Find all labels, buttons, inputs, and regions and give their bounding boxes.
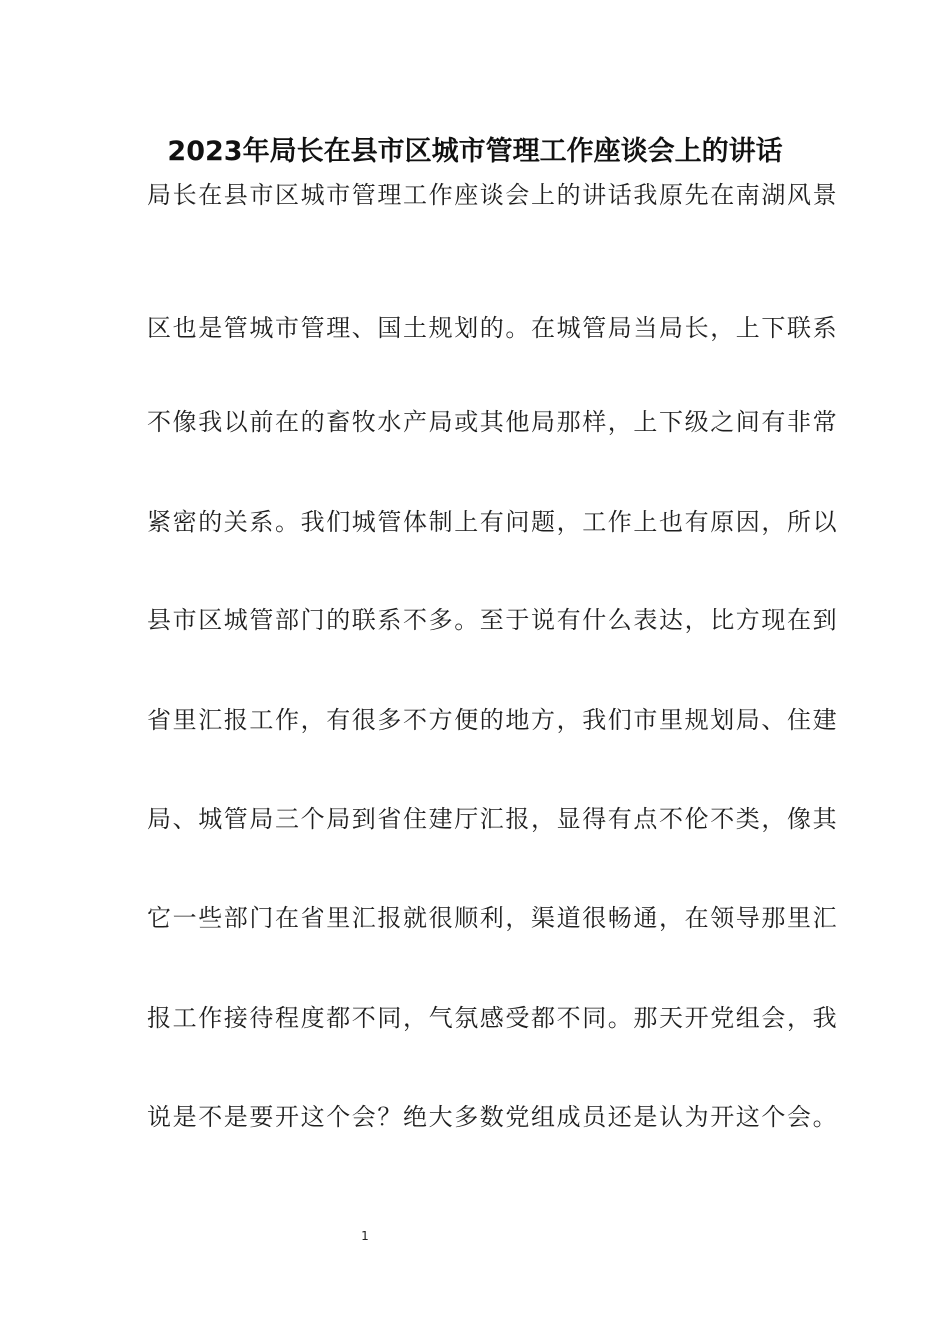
body-line: 局、城管局三个局到省住建厅汇报，显得有点不伦不类，像其: [147, 805, 839, 833]
body-line: 说是不是要开这个会？绝大多数党组成员还是认为开这个会。: [147, 1103, 839, 1131]
body-line: 省里汇报工作，有很多不方便的地方，我们市里规划局、住建: [147, 706, 839, 734]
body-line: 不像我以前在的畜牧水产局或其他局那样，上下级之间有非常: [147, 408, 839, 436]
body-line: 它一些部门在省里汇报就很顺利，渠道很畅通，在领导那里汇: [147, 904, 839, 932]
body-line: 县市区城管部门的联系不多。至于说有什么表达，比方现在到: [147, 606, 839, 634]
body-line: 区也是管城市管理、国土规划的。在城管局当局长，上下联系: [147, 314, 839, 342]
page-number: 1: [361, 1229, 369, 1243]
body-line: 紧密的关系。我们城管体制上有问题，工作上也有原因，所以: [147, 508, 839, 536]
body-line: 报工作接待程度都不同，气氛感受都不同。那天开党组会，我: [147, 1004, 839, 1032]
body-line: 局长在县市区城市管理工作座谈会上的讲话我原先在南湖风景: [147, 181, 839, 209]
document-title: 2023年局长在县市区城市管理工作座谈会上的讲话: [167, 136, 783, 167]
